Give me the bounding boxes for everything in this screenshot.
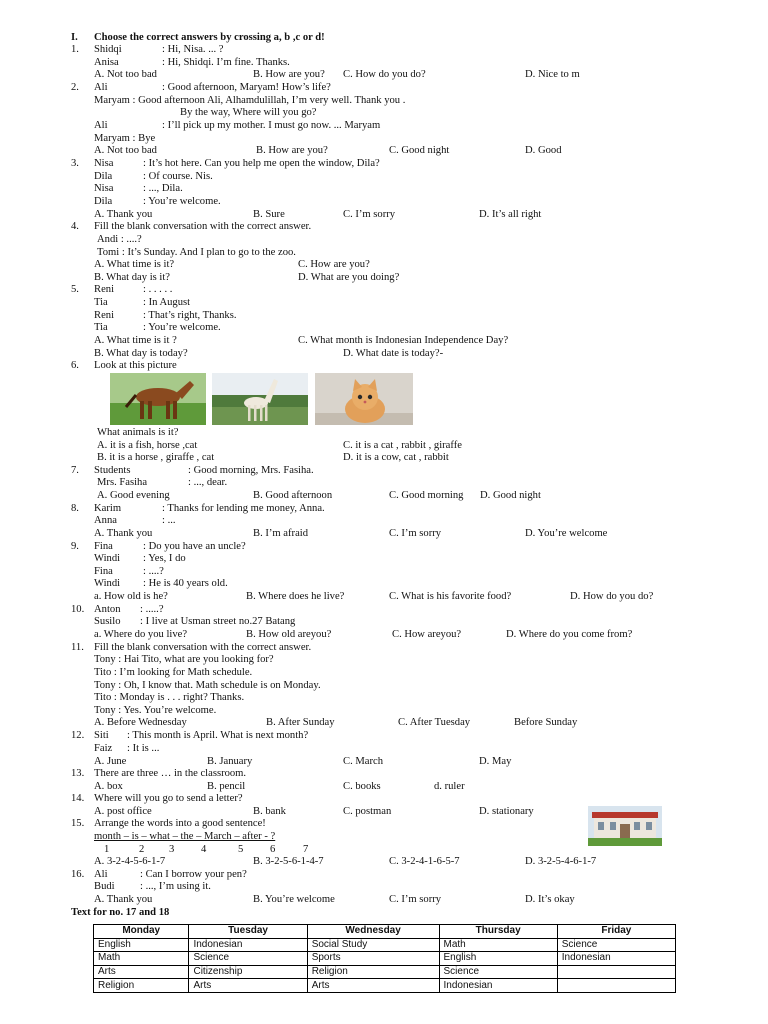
dialogue-line: Maryam : Bye	[94, 133, 156, 144]
option-b[interactable]: B. it is a horse , giraffe , cat	[97, 452, 215, 463]
question-number: 9.	[71, 541, 79, 552]
question-number: 1.	[71, 44, 79, 55]
option-d[interactable]: Before Sunday	[514, 717, 578, 728]
dialogue-line: : That’s right, Thanks.	[143, 310, 237, 321]
speaker: Susilo	[94, 616, 121, 627]
option-c[interactable]: C. books	[343, 781, 381, 792]
table-cell: English	[94, 938, 189, 952]
option-a[interactable]: A. it is a fish, horse ,cat	[97, 440, 198, 451]
schedule-table	[93, 924, 676, 993]
building-photo	[588, 806, 662, 846]
option-a[interactable]: A. Thank you	[94, 528, 153, 539]
dialogue-line: : . . . . .	[143, 284, 173, 295]
option-b[interactable]: B. You’re welcome	[253, 894, 335, 905]
option-c[interactable]: C. I’m sorry	[343, 209, 396, 220]
option-d[interactable]: D. Nice to m	[525, 69, 580, 80]
speaker: Karim	[94, 503, 122, 514]
table-cell: Indonesian	[557, 952, 675, 966]
option-c[interactable]: C. it is a cat , rabbit , giraffe	[343, 440, 462, 451]
option-a[interactable]: A. What time is it?	[94, 259, 175, 270]
table-cell: English	[439, 952, 557, 966]
speaker: Anna	[94, 515, 117, 526]
question-number: 4.	[71, 221, 79, 232]
question-number: 13.	[71, 768, 85, 779]
table-cell	[557, 979, 675, 993]
question-number: 10.	[71, 604, 85, 615]
table-cell: Indonesian	[439, 979, 557, 993]
header-cell: Monday	[94, 925, 189, 939]
option-d[interactable]: D. It’s okay	[525, 894, 575, 905]
option-c[interactable]: C. How areyou?	[392, 629, 462, 640]
question-number: 14.	[71, 793, 85, 804]
speaker: Anisa	[94, 57, 119, 68]
speaker: Fina	[94, 566, 113, 577]
dialogue-line: : You’re welcome.	[143, 196, 221, 207]
option-b[interactable]: B. What day is today?	[94, 348, 188, 359]
table-cell: Citizenship	[189, 965, 307, 979]
option-d[interactable]: d. ruler	[434, 781, 465, 792]
option-a[interactable]: A. Good evening	[97, 490, 170, 501]
table-cell: Indonesian	[189, 938, 307, 952]
question-number: 15.	[71, 818, 85, 829]
option-a[interactable]: A. Thank you	[94, 209, 153, 220]
speaker: Students	[94, 465, 131, 476]
table-header-row	[94, 925, 676, 939]
option-a[interactable]: A. What time is it ?	[94, 335, 177, 346]
table-row	[94, 938, 676, 952]
table-cell: Sports	[307, 952, 439, 966]
option-a[interactable]: A. 3-2-4-5-6-1-7	[94, 856, 166, 867]
speaker: Ali	[94, 120, 108, 131]
table-cell	[557, 965, 675, 979]
option-a[interactable]: A. Before Wednesday	[94, 717, 187, 728]
speaker: Fina	[94, 541, 113, 552]
dialogue-line: : Hi, Shidqi. I’m fine. Thanks.	[162, 57, 290, 68]
speaker: Mrs. Fasiha	[97, 477, 148, 488]
question-number: 6.	[71, 360, 79, 371]
dialogue-line: : It’s hot here. Can you help me open the window, Dila?	[143, 158, 380, 169]
speaker: Anton	[94, 604, 121, 615]
option-c[interactable]: C. March	[343, 756, 384, 767]
option-c[interactable]: C. What month is Indonesian Independence Day?	[298, 335, 509, 346]
question-text: Where will you go to send a letter?	[94, 793, 243, 804]
option-d[interactable]: D. Where do you come from?	[506, 629, 633, 640]
option-b[interactable]: B. pencil	[207, 781, 246, 792]
dialogue-line: : .....?	[140, 604, 164, 615]
word-number: 7	[303, 844, 309, 855]
speaker: Nisa	[94, 183, 114, 194]
table-row	[94, 965, 676, 979]
question-number: 16.	[71, 869, 85, 880]
question-number: 2.	[71, 82, 79, 93]
option-b[interactable]: B. How old areyou?	[246, 629, 332, 640]
speaker: Ali	[94, 869, 108, 880]
dialogue-line: : ....?	[143, 566, 164, 577]
word-number: 3	[169, 844, 175, 855]
question-text: There are three … in the classroom.	[94, 768, 247, 779]
option-b[interactable]: B. How are you?	[256, 145, 328, 156]
speaker: Reni	[94, 310, 115, 321]
option-a[interactable]: a. How old is he?	[94, 591, 168, 602]
table-cell: Science	[439, 965, 557, 979]
table-cell: Math	[94, 952, 189, 966]
speaker: Dila	[94, 171, 113, 182]
section-number: I.	[71, 32, 78, 43]
option-c[interactable]: C. How are you?	[298, 259, 370, 270]
option-b[interactable]: B. 3-2-5-6-1-4-7	[253, 856, 324, 867]
option-c[interactable]: C. 3-2-4-1-6-5-7	[389, 856, 460, 867]
option-d[interactable]: D. How do you do?	[570, 591, 654, 602]
giraffe-photo	[212, 373, 308, 425]
option-c[interactable]: C. I’m sorry	[389, 894, 442, 905]
horse-photo	[110, 373, 206, 425]
option-a[interactable]: A. Not too bad	[94, 69, 157, 80]
word-number: 2	[139, 844, 145, 855]
option-b[interactable]: B. How are you?	[253, 69, 325, 80]
speaker: Nisa	[94, 158, 114, 169]
dialogue-line: Tito : Monday is . . . right? Thanks.	[94, 692, 245, 703]
dialogue-line: : You’re welcome.	[143, 322, 221, 333]
word-number: 6	[270, 844, 276, 855]
table-row	[94, 979, 676, 993]
word-number: 5	[238, 844, 244, 855]
option-b[interactable]: B. Where does he live?	[246, 591, 345, 602]
question-number: 7.	[71, 465, 79, 476]
speaker: Shidqi	[94, 44, 122, 55]
question-number: 8.	[71, 503, 79, 514]
table-cell: Science	[557, 938, 675, 952]
question-text: What animals is it?	[97, 427, 179, 438]
table-cell: Arts	[189, 979, 307, 993]
question-text: Fill the blank conversation with the correct answer.	[94, 221, 312, 232]
option-a[interactable]: A. box	[94, 781, 123, 792]
dialogue-line: : It is ...	[127, 743, 160, 754]
table-cell: Religion	[94, 979, 189, 993]
dialogue-line: Tony : Oh, I know that. Math schedule is on Monday.	[94, 680, 321, 691]
table-cell: Religion	[307, 965, 439, 979]
question-number: 12.	[71, 730, 85, 741]
table-cell: Science	[189, 952, 307, 966]
dialogue-line: Andi : ....?	[97, 234, 142, 245]
option-c[interactable]: C. postman	[343, 806, 392, 817]
dialogue-line: Tony : Yes. You’re welcome.	[94, 705, 217, 716]
option-b[interactable]: B. Sure	[253, 209, 285, 220]
option-a[interactable]: A. Not too bad	[94, 145, 157, 156]
dialogue-line: Tony : Hai Tito, what are you looking for?	[94, 654, 274, 665]
header-cell: Thursday	[439, 925, 557, 939]
dialogue-line: : Do you have an uncle?	[143, 541, 246, 552]
speaker: Ali	[94, 82, 108, 93]
dialogue-line: : Yes, I do	[143, 553, 186, 564]
dialogue-line: : He is 40 years old.	[143, 578, 228, 589]
table-row	[94, 952, 676, 966]
header-cell: Friday	[557, 925, 675, 939]
kitten-photo	[315, 373, 413, 425]
option-c[interactable]: C. Good night	[389, 145, 450, 156]
header-cell: Wednesday	[307, 925, 439, 939]
dialogue-line: By the way, Where will you go?	[180, 107, 317, 118]
option-d[interactable]: D. You’re welcome	[525, 528, 608, 539]
option-d[interactable]: D. it is a cow, cat , rabbit	[343, 452, 449, 463]
dialogue-line: : In August	[143, 297, 191, 308]
option-a[interactable]: A. post office	[94, 806, 152, 817]
word-number: 1	[104, 844, 110, 855]
option-d[interactable]: D. It’s all right	[479, 209, 542, 220]
option-b[interactable]: B. bank	[253, 806, 286, 817]
option-a[interactable]: A. Thank you	[94, 894, 153, 905]
dialogue-line: : ..., dear.	[188, 477, 228, 488]
table-cell: Arts	[307, 979, 439, 993]
dialogue-line: : ...	[162, 515, 176, 526]
dialogue-line: : Thanks for lending me money, Anna.	[162, 503, 325, 514]
question-text: Look at this picture	[94, 360, 177, 371]
option-c[interactable]: C. How do you do?	[343, 69, 426, 80]
dialogue-line: Tito : I’m looking for Math schedule.	[94, 667, 253, 678]
option-a[interactable]: a. Where do you live?	[94, 629, 188, 640]
speaker: Siti	[94, 730, 109, 741]
header-cell: Tuesday	[189, 925, 307, 939]
speaker: Reni	[94, 284, 115, 295]
option-d[interactable]: D. 3-2-5-4-6-1-7	[525, 856, 597, 867]
option-d[interactable]: D. What date is today?-	[343, 348, 444, 359]
text-for-heading: Text for no. 17 and 18	[71, 907, 170, 918]
table-cell: Social Study	[307, 938, 439, 952]
question-number: 3.	[71, 158, 79, 169]
speaker: Tia	[94, 297, 108, 308]
question-number: 5.	[71, 284, 79, 295]
option-b[interactable]: B. Good afternoon	[253, 490, 333, 501]
option-c[interactable]: C. After Tuesday	[398, 717, 471, 728]
dialogue-line: : I live at Usman street no.27 Batang	[140, 616, 296, 627]
speaker: Dila	[94, 196, 113, 207]
table-cell: Math	[439, 938, 557, 952]
dialogue-line: : I’ll pick up my mother. I must go now. ... Maryam	[162, 120, 381, 131]
dialogue-line: : ..., Dila.	[143, 183, 183, 194]
option-a[interactable]: A. June	[94, 756, 127, 767]
dialogue-line: : Can I borrow your pen?	[140, 869, 247, 880]
speaker: Budi	[94, 881, 115, 892]
question-text: Fill the blank conversation with the correct answer.	[94, 642, 312, 653]
dialogue-line: : ..., I’m using it.	[140, 881, 211, 892]
option-b[interactable]: B. I’m afraid	[253, 528, 309, 539]
word-number: 4	[201, 844, 207, 855]
option-b[interactable]: B. January	[207, 756, 253, 767]
speaker: Windi	[94, 553, 121, 564]
speaker: Windi	[94, 578, 121, 589]
speaker: Faiz	[94, 743, 113, 754]
speaker: Tia	[94, 322, 108, 333]
option-d[interactable]: D. Good night	[480, 490, 541, 501]
option-c[interactable]: C. What is his favorite food?	[389, 591, 512, 602]
dialogue-line: : Of course. Nis.	[143, 171, 213, 182]
dialogue-line: Maryam : Good afternoon Ali, Alhamdulillah, I’m very well. Thank you .	[94, 95, 406, 106]
dialogue-line: : Hi, Nisa. ... ?	[162, 44, 224, 55]
option-d[interactable]: D. What are you doing?	[298, 272, 400, 283]
question-number: 11.	[71, 642, 84, 653]
dialogue-line: : Good morning, Mrs. Fasiha.	[188, 465, 314, 476]
option-c[interactable]: C. Good morning	[389, 490, 464, 501]
scrambled-sentence: month – is – what – the – March – after - ?	[94, 831, 276, 842]
question-text: Arrange the words into a good sentence!	[94, 818, 266, 829]
dialogue-line: : Good afternoon, Maryam! How’s life?	[162, 82, 331, 93]
option-b[interactable]: B. After Sunday	[266, 717, 335, 728]
option-c[interactable]: C. I’m sorry	[389, 528, 442, 539]
option-b[interactable]: B. What day is it?	[94, 272, 171, 283]
dialogue-line: Tomi : It’s Sunday. And I plan to go to the zoo.	[97, 247, 296, 258]
section-title: Choose the correct answers by crossing a, b ,c or d!	[94, 32, 325, 43]
table-cell: Arts	[94, 965, 189, 979]
option-d[interactable]: D. May	[479, 756, 512, 767]
option-d[interactable]: D. Good	[525, 145, 562, 156]
option-d[interactable]: D. stationary	[479, 806, 534, 817]
dialogue-line: : This month is April. What is next month?	[127, 730, 309, 741]
